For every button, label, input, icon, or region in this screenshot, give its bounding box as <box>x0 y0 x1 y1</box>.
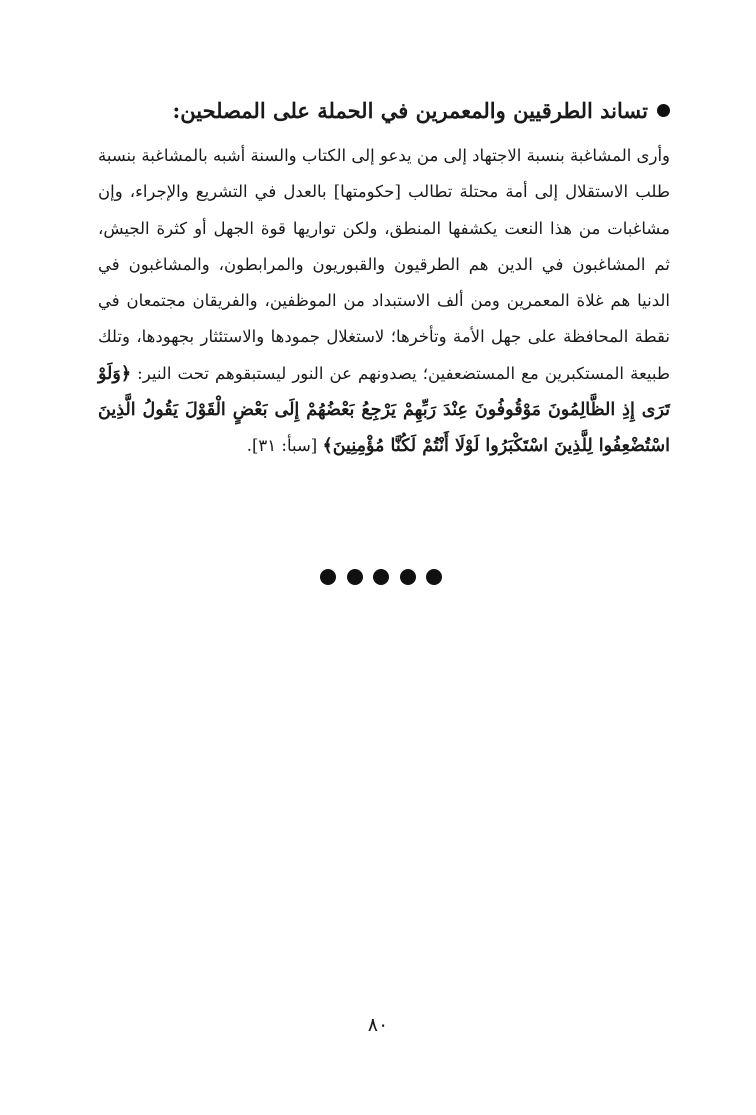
page-number: ٨٠ <box>367 1014 389 1036</box>
separator-dot-icon <box>320 569 336 585</box>
quran-verse: ﴿وَلَوْ تَرَى إِذِ الظَّالِمُونَ مَوْقُوفُونَ عِنْدَ رَبِّهِمْ يَرْجِعُ بَعْضُهُمْ إِلَى بَعْضٍ الْقَوْلَ يَقُولُ الَّذِينَ اسْتُضْعِفُوا لِلَّذِينَ اسْتَكْبَرُوا لَوْلَا أَنْتُمْ لَكُنَّا مُؤْمِنِينَ﴾ <box>98 363 670 457</box>
verse-citation: [سبأ: ٣١]. <box>246 436 318 456</box>
separator-dot-icon <box>373 569 389 585</box>
separator-dot-icon <box>400 569 416 585</box>
bullet-dot-icon <box>657 104 670 117</box>
section-separator <box>320 568 442 586</box>
separator-dot-icon <box>426 569 442 585</box>
paragraph-text: وأرى المشاغبة بنسبة الاجتهاد إلى من يدعو إلى الكتاب والسنة أشبه بالمشاغبة بنسبة طلب الاستقلال إلى أمة محتلة تطالب [حكومتها] بالعدل في التشريع والإجراء، وإن مشاغبات من هذا النعت يكشفها المنطق، ولكن تواريها قوة الجهل أو كثرة الجيش، ثم المشاغبون في الدين هم الطرقيون والقبوريون والمرابطون، والمشاغبون في الدنيا هم غلاة المعمرين ومن ألف الاستبداد من الموظفين، والفريقان مجتمعان في نقطة المحافظة على جهل الأمة وتأخرها؛ لاستغلال جمودها والاستئثار بجهودها، وتلك طبيعة المستكبرين مع المستضعفين؛ يصدونهم عن النور ليستبقوهم تحت النير: <box>98 146 671 383</box>
body-paragraph <box>98 138 670 465</box>
section-heading <box>150 92 670 128</box>
separator-dot-icon <box>347 569 363 585</box>
section-heading-text: تساند الطرقيين والمعمرين في الحملة على المصلحين: <box>172 97 648 123</box>
